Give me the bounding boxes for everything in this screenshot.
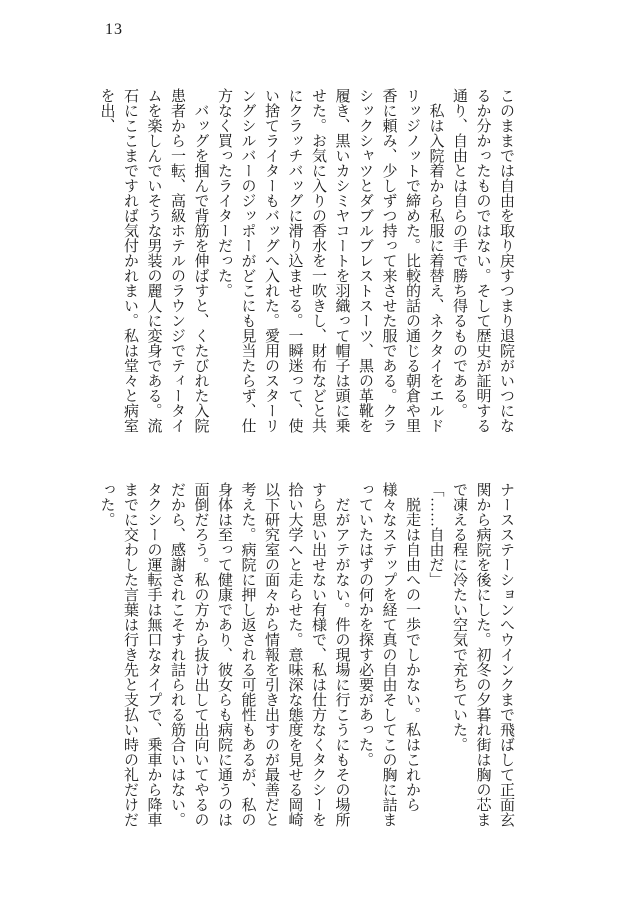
paragraph: 私は入院着から私服に着替え、ネクタイをエルドリッジノットで締めた。比較的話の通じる朝倉や里香に頼み、少しずつ持って来させた服である。クラシックシャツとダブルブレストスーツ、黒の革靴を履き、黒いカシミヤコートを羽織って帽子は頭に乗せた。お気に入りの香水を一吹きし、財布などと共にクラッチバッグに滑り込ませる。一瞬迷って、使い捨てライターもバッグへ入れた。愛用のスターリングシルバーのジッポーがどこにも見当たらず、仕方なく買ったライターだった。 bbox=[216, 88, 444, 433]
paragraph: だがアテがない。件の現場に行こうにもその場所すら思い出せない有様で、私は仕方なくタクシーを拾い大学へと走らせた。意味深な態度を見せる岡崎以下研究室の面々から情報を引き出すのが最善だと考えた。病院に押し返される可能性もあるが、私の身体は至って健康であり、彼女らも病院に通うのは面倒だろう。私の方から抜け出して出向いてやるのだから、感謝されこそすれ詰られる筋合いはない。タクシーの運転手は無口なタイプで、乗車から降車までに交わした言葉は行き先と支払い時の礼だけだった。 bbox=[98, 482, 350, 827]
paragraph: バッグを掴んで背筋を伸ばすと、くたびれた入院患者から一転、高級ホテルのラウンジでティータイムを楽しんでいそうな男装の麗人に変身である。流石にここまですれば気付かれまい。私は堂々と病室を出、 bbox=[98, 88, 209, 433]
upper-text-block bbox=[94, 88, 517, 436]
page-number: 13 bbox=[105, 21, 123, 38]
lower-text-block bbox=[94, 482, 517, 830]
paragraph: 脱走は自由への一歩でしかない。私はこれから様々なステップを経て真の自由そしてこの胸に詰まっていたはずの何かを探す必要があった。 bbox=[357, 482, 420, 827]
paragraph: 「……自由だ」 bbox=[427, 482, 444, 587]
paragraph: このままでは自由を取り戻すつまり退院がいつになるか分かったものではない。そして歴史が証明する通り、自由とは自らの手で勝ち得るものである。 bbox=[451, 88, 514, 433]
paragraph: ナースステーションへウインクまで飛ばして正面玄関から病院を後にした。初冬の夕暮れ街は胸の芯まで凍える程に冷たい空気で充ちていた。 bbox=[451, 482, 514, 827]
